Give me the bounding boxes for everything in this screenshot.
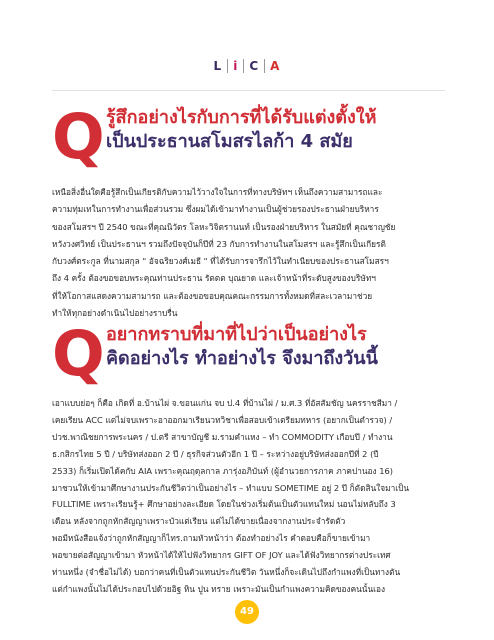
text-line: FULLTIME เพราะเรียนรู้+ ศึกษาอย่างละเอียด โดยในช่วงเริ่มต้นเป็นตัวแทนใหม่ นอนไม่หลับถึง 3 [52, 499, 396, 510]
answer-2-paragraph [52, 395, 448, 598]
heading-line: อยากทราบที่มาที่ไปว่าเป็นอย่างไร [106, 324, 367, 345]
header-divider [52, 90, 445, 91]
text-line: แต่กำแพงนั้นไม่ได้ประกอบไปด้วยอิฐ หิน ปูน ทราย เพราะมันเป็นกำแพงความคิดของคนนั้นเอง [52, 583, 386, 594]
page-number-badge: 49 [235, 600, 259, 624]
logo-letter-a: A [270, 59, 281, 73]
text-line: พอมีหนังสือแจ้งว่าถูกหักสัญญาก็ไทร.ถามหัวหน้าว่า ต้องทำอย่างไร คำตอบคือก็ขายเข้ามา [52, 533, 371, 544]
text-line: ท่านหนึ่ง (จำชื่อไม่ได้) บอกว่าคนที่เป็นตัวแทนประกันชีวิต วันหนึ่งก็จะเดินไปถึงกำแพงที่เป็นทางตัน [52, 567, 401, 578]
text-line: เอาแบบย่อๆ ก็คือ เกิดที่ อ.บ้านไผ่ จ.ขอนแก่น จบ ป.4 ที่บ้านไผ่ / ม.ศ.3 ที่อัสสัมชัญ นครราชสีมา / [52, 398, 398, 408]
text-line: กับวงศ์ตระกูล ที่นามสกุล " อัจฉริยวงศ์เมธี " ที่ได้รับการจารึกไว้ในทำเนียบของประธานสโมสรฯ [52, 256, 389, 267]
heading-line: เป็นประธานสโมสรไลก้า 4 สมัย [106, 131, 353, 152]
heading-line: คิดอย่างไร ทำอย่างไร จึงมาถึงวันนี้ [106, 348, 378, 369]
text-line: เคยเรียน ACC แต่ไม่จบเพราะอาออกมาเรียนวทวิชาเพื่อสอบเข้าเตรียมทหาร (อยากเป็นตำรวจ) / [52, 414, 393, 425]
text-line: พอขายต่อสัญญาเข้ามา หัวหน้าได้ให้ไปฟังวิทยากร GIFT OF JOY และได้ฟังวิทยากรต่างประเทศ [52, 550, 391, 561]
text-line: มาชวนให้เข้ามาศึกษางานประกันชีวิตว่าเป็นอย่างไร – ทำแบบ SOMETIME อยู่ 2 ปี ก็ตัดสินใจมาเป็น [52, 482, 410, 493]
text-line: เดือน หลังจากถูกหักสัญญาเพราะบัวแต่เรียน แต่ไม่ได้ขายเนื่องจากงานประจำรัดตัว [52, 516, 346, 527]
logo-letter-l: L [213, 59, 223, 73]
logo-letter-c: C [249, 59, 260, 73]
text-line: ถึง 4 ครั้ง ต้องขอขอบพระคุณท่านประธาน รัตตต บุณยาด และเจ้าหน้าที่ระดับสูงของบริษัทฯ [52, 273, 376, 284]
text-line: ที่ให้โอกาสแสดงความสามารถ และต้องขอขอบคุณคณะกรรมการทั้งหมดที่สละเวลามาช่วย [52, 290, 373, 301]
page-number-area [0, 599, 494, 624]
text-line: ของสโมสรฯ ปี 2540 ขณะที่คุณนิวัตร โลหะวิจิตรานนท์ เป็นรองฝ่ายบริหาร ในสมัยที่ คุณชาญชัย [52, 221, 396, 232]
text-line: เหนือสิ่งอื่นใดคือรู้สึกเป็นเกียรติกับความไว้วางใจในการที่ทางบริษัทฯ เห็นถึงความสามารถและ [52, 187, 383, 197]
question-1 [52, 100, 452, 173]
logo-letters [209, 59, 286, 73]
q-letter-1: Q [52, 100, 105, 173]
text-line: หวังวงศวิทย์ เป็นประธานฯ รวมถึงปัจจุบันก็ปีที่ 23 กับการทำงานในสโมสรฯ และรู้สึกเป็นเกียรติ [52, 238, 386, 249]
text-line: ธ.กสิกรไทย 5 ปี / บริษัทส่งออก 2 ปี / ธุรกิจส่วนตัวอีก 1 ปี – ระหว่างอยู่บริษัทส่งออกปีที่ 2 (ปี [52, 448, 379, 459]
lica-logo [0, 55, 494, 74]
text-line: ทำให้ทุกอย่างดำเนินไปอย่างราบรื่น [52, 308, 178, 319]
text-line: ความทุ่มเทในการทำงานเพื่อส่วนรวม ซึ่งผมได้เข้ามาทำงานเป็นผู้ช่วยรองประธานฝ่ายบริหาร [52, 204, 379, 215]
q-letter-icon [52, 100, 105, 173]
question-2 [52, 317, 452, 390]
heading-line: รู้สึกอย่างไรกับการที่ได้รับแต่งตั้งให้ [106, 107, 377, 128]
q-letter-icon [52, 317, 105, 390]
text-line: ปวช.พาณิชยการพระนคร / ป.ตรี สาขาบัญชี ม.รามคำแหง – ทำ COMMODITY เกือบปี / ทำงาน [52, 431, 393, 442]
question-1-heading [106, 106, 446, 154]
q-letter-2: Q [52, 317, 105, 390]
question-2-heading [106, 323, 446, 371]
text-line: 2533) ก็เริ่มเปิดได้คกับ AIA เพราะคุณฤดุลกาล ภารุ่งอภิบันท์ (ผู้อำนวยการภาค ภาคปานอง 16) [52, 465, 394, 476]
logo-letter-i: i [233, 59, 239, 73]
answer-1-paragraph [52, 184, 448, 322]
